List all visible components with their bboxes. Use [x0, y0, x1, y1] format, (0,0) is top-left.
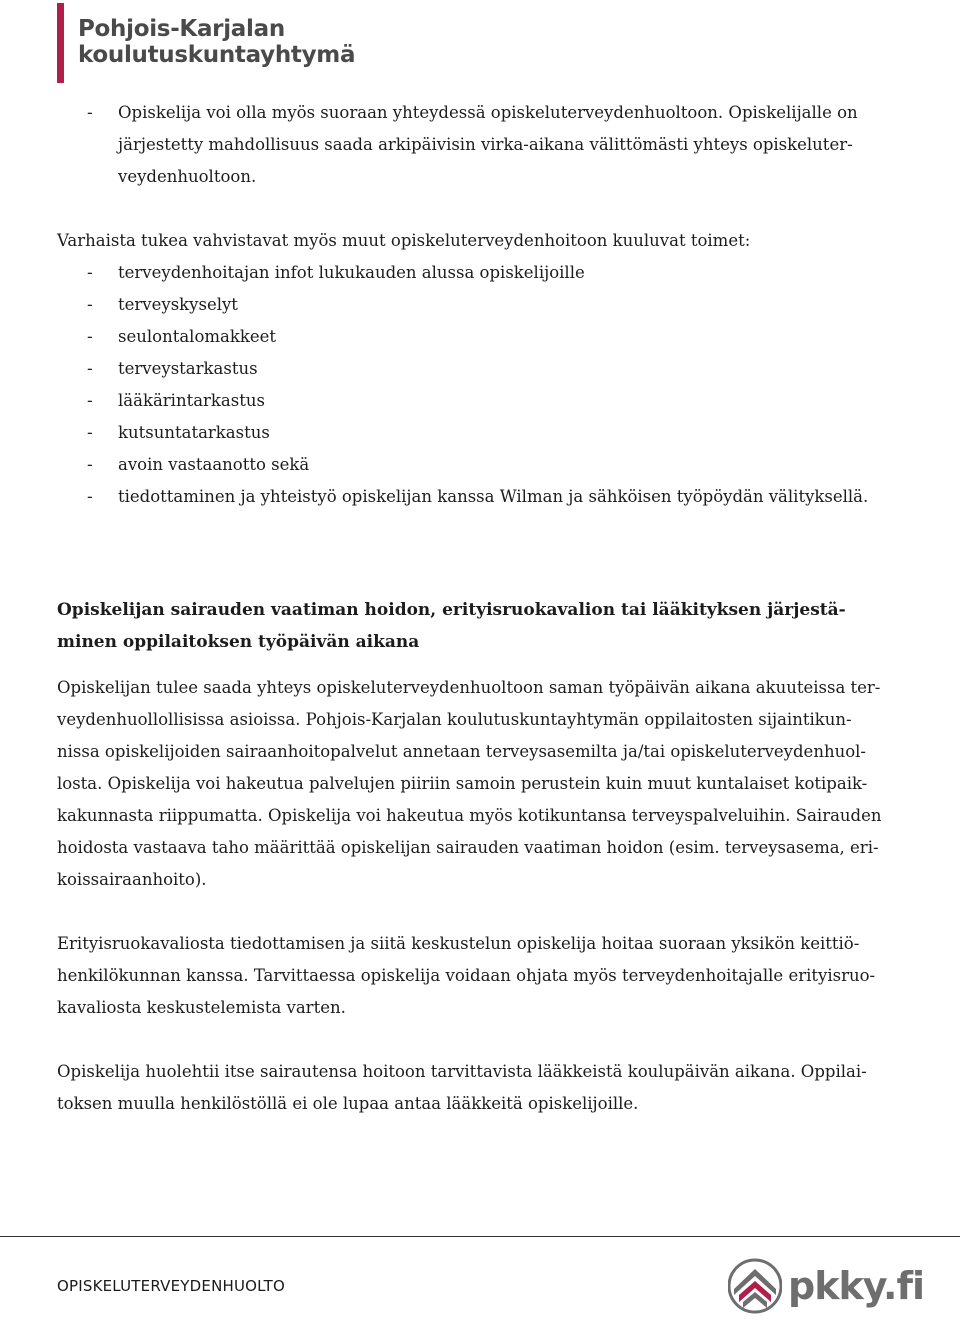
intro-item-line: Opiskelija voi olla myös suoraan yhteydessä opiskeluterveydenhuoltoon. Opiskelijalle on [118, 103, 858, 122]
intro-item-line: järjestetty mahdollisuus saada arkipäivisin virka-aikana välittömästi yhteys opiskeluter- [118, 135, 853, 154]
support-list [57, 257, 887, 513]
list-item-text: kutsuntatarkastus [118, 423, 270, 442]
list-item [57, 385, 887, 417]
support-intro-text: Varhaista tukea vahvistavat myös muut opiskeluterveydenhoitoon kuuluvat toimet: [57, 231, 751, 250]
paragraph-line: hoidosta vastaava taho määrittää opiskelijan sairauden vaatiman hoidon (esim. terveysasema, eri- [57, 838, 879, 857]
list-item-text: avoin vastaanotto sekä [118, 455, 310, 474]
section-heading-line: minen oppilaitoksen työpäivän aikana [57, 632, 420, 652]
paragraph-line: toksen muulla henkilöstöllä ei ole lupaa antaa lääkkeitä opiskelijoille. [57, 1094, 639, 1113]
list-item [57, 257, 887, 289]
list-dash: - [87, 327, 93, 346]
paragraph-line: henkilökunnan kanssa. Tarvittaessa opiskelija voidaan ohjata myös terveydenhoitajalle erityisruo- [57, 966, 876, 985]
logo-line-2: koulutuskuntayhtymä [78, 42, 356, 68]
intro-list-item [57, 97, 887, 193]
logo-line-1: Pohjois-Karjalan [78, 16, 285, 42]
list-dash: - [87, 455, 93, 474]
footer-logo [728, 1255, 924, 1317]
paragraph-special-diet [57, 928, 887, 1024]
footer-label: OPISKELUTERVEYDENHUOLTO [57, 1277, 286, 1295]
list-dash: - [87, 359, 93, 378]
paragraph-line: veydenhuollollisissa asioissa. Pohjois-Karjalan koulutuskuntayhtymän oppilaitosten sijaintikun- [57, 710, 852, 729]
paragraph-line: Opiskelija huolehtii itse sairautensa hoitoon tarvittavista lääkkeistä koulupäivän aikana. Oppilai- [57, 1062, 867, 1081]
paragraph-line: Erityisruokavaliosta tiedottamisen ja siitä keskustelun opiskelija hoitaa suoraan yksikön keittiö- [57, 934, 860, 953]
logo-wordmark [78, 3, 355, 68]
list-item-text: terveystarkastus [118, 359, 258, 378]
list-dash: - [87, 423, 93, 442]
list-dash: - [87, 391, 93, 410]
list-dash: - [87, 487, 93, 506]
paragraph-healthcare-contact [57, 672, 887, 896]
section-heading [57, 594, 887, 658]
list-item [57, 481, 887, 513]
paragraph-line: Opiskelijan tulee saada yhteys opiskeluterveydenhuoltoon saman työpäivän aikana akuuteissa ter- [57, 678, 881, 697]
paragraph-medication [57, 1056, 887, 1120]
list-dash: - [87, 263, 93, 282]
list-item [57, 417, 887, 449]
intro-item-line: veydenhuoltoon. [118, 167, 257, 186]
list-item-text: terveydenhoitajan infot lukukauden alussa opiskelijoille [118, 263, 585, 282]
paragraph-line: koissairaanhoito). [57, 870, 207, 889]
list-dash: - [87, 103, 93, 122]
pkky-roof-emblem-icon [728, 1255, 782, 1317]
list-item-text: lääkärintarkastus [118, 391, 265, 410]
list-item [57, 321, 887, 353]
logo-accent-bar [57, 3, 64, 83]
list-item-text: terveyskyselyt [118, 295, 238, 314]
paragraph-line: kavaliosta keskustelemista varten. [57, 998, 346, 1017]
paragraph-line: nissa opiskelijoiden sairaanhoitopalvelut annetaan terveysasemilta ja/tai opiskeluterveydenhuol- [57, 742, 866, 761]
list-item [57, 449, 887, 481]
footer-divider [0, 1236, 960, 1237]
list-item-text: tiedottaminen ja yhteistyö opiskelijan kanssa Wilman ja sähköisen työpöydän välityksellä. [118, 487, 869, 506]
section-heading-line: Opiskelijan sairauden vaatiman hoidon, erityisruokavalion tai lääkityksen järjestä- [57, 600, 846, 620]
list-item-text: seulontalomakkeet [118, 327, 277, 346]
list-dash: - [87, 295, 93, 314]
list-item [57, 289, 887, 321]
paragraph-line: losta. Opiskelija voi hakeutua palvelujen piiriin samoin perustein kuin muut kuntalaiset kotipaik- [57, 774, 868, 793]
organization-logo [57, 3, 355, 83]
footer-logo-text: pkky.fi [788, 1264, 925, 1308]
paragraph-line: kakunnasta riippumatta. Opiskelija voi hakeutua myös kotikuntansa terveyspalveluihin. Sairauden [57, 806, 882, 825]
document-body [57, 97, 887, 1120]
list-item [57, 353, 887, 385]
